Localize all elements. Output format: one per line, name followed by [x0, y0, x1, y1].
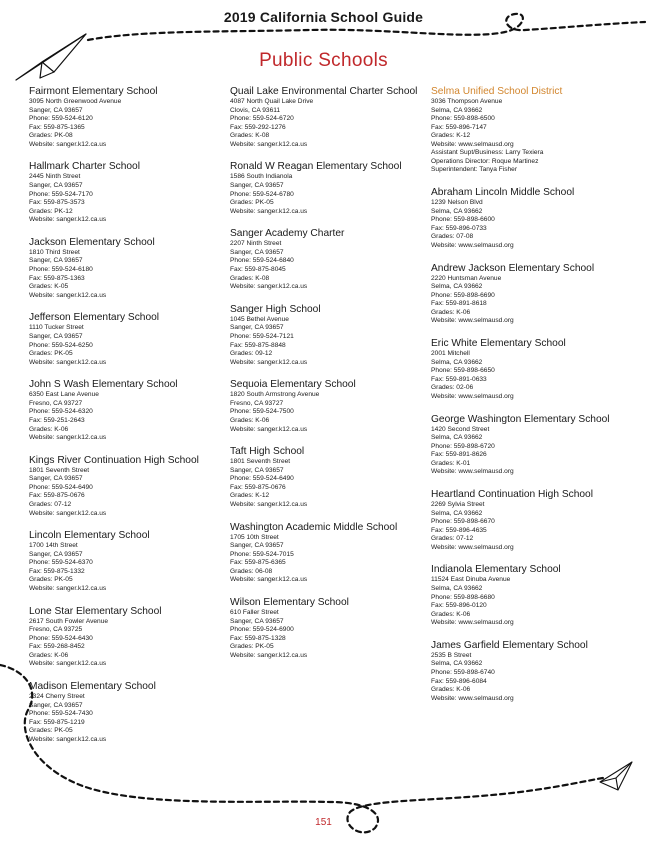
- school-detail-line: Fax: 559-896-4635: [431, 526, 487, 534]
- school-detail-line: Phone: 559-898-6690: [431, 291, 495, 299]
- school-detail-line: Sanger, CA 93657: [29, 332, 83, 340]
- school-detail-line: Fresno, CA 93727: [230, 399, 284, 407]
- school-detail-line: Phone: 559-524-6320: [29, 408, 93, 416]
- school-name: Washington Academic Middle School: [230, 521, 398, 533]
- section-title: Public Schools: [259, 50, 388, 71]
- school-detail-line: Phone: 559-524-6180: [29, 266, 93, 274]
- school-entry: [431, 489, 631, 552]
- school-detail-line: Fax: 559-875-3573: [29, 199, 85, 207]
- school-detail-line: Website: sanger.k12.ca.us: [230, 207, 308, 215]
- school-entry: [29, 455, 229, 518]
- school-entry: [431, 187, 631, 250]
- school-detail-line: Website: sanger.k12.ca.us: [29, 434, 107, 442]
- school-detail-line: Fax: 559-875-0676: [230, 483, 286, 491]
- school-detail-line: Website: sanger.k12.ca.us: [230, 425, 308, 433]
- school-detail-line: Sanger, CA 93657: [230, 324, 284, 332]
- school-detail-line: Phone: 559-524-6720: [230, 115, 294, 123]
- school-detail-line: Website: www.selmausd.org: [431, 468, 514, 476]
- school-name: Taft High School: [230, 446, 305, 458]
- school-detail-line: Sanger, CA 93657: [29, 106, 83, 114]
- school-entry: [29, 161, 229, 224]
- school-detail-line: Fax: 559-891-8618: [431, 300, 487, 308]
- school-detail-line: Grades: K-12: [230, 492, 270, 500]
- school-detail-line: 2535 B Street: [431, 651, 472, 659]
- school-detail-line: 11524 East Dinuba Avenue: [431, 576, 511, 584]
- school-detail-line: Grades: K-06: [431, 686, 471, 694]
- school-name: Quail Lake Environmental Charter School: [230, 86, 418, 97]
- school-entry: [230, 597, 430, 660]
- school-detail-line: Website: www.selmausd.org: [431, 619, 514, 627]
- school-detail-line: Fax: 559-875-6365: [230, 559, 286, 567]
- school-detail-line: Website: www.selmausd.org: [431, 543, 514, 551]
- school-detail-line: Phone: 559-524-6900: [230, 626, 294, 634]
- school-detail-line: Phone: 559-898-6600: [431, 216, 495, 224]
- school-detail-line: 1820 South Armstrong Avenue: [230, 391, 320, 399]
- school-detail-line: Fax: 559-896-0733: [431, 224, 487, 232]
- school-detail-line: Grades: 07-12: [431, 535, 474, 543]
- school-detail-line: Grades: K-08: [230, 274, 270, 282]
- school-entry: [431, 86, 631, 175]
- school-detail-line: 1801 Seventh Street: [29, 466, 90, 474]
- school-detail-line: Grades: PK-05: [29, 576, 73, 584]
- school-detail-line: Fax: 559-292-1276: [230, 123, 286, 131]
- school-detail-line: 1420 Second Street: [431, 425, 490, 433]
- school-detail-line: Grades: PK-05: [29, 727, 73, 735]
- school-detail-line: Website: sanger.k12.ca.us: [29, 291, 107, 299]
- school-detail-line: Website: sanger.k12.ca.us: [230, 283, 308, 291]
- school-detail-line: Sanger, CA 93657: [230, 182, 284, 190]
- school-name: Lone Star Elementary School: [29, 605, 162, 617]
- school-entry: [29, 606, 229, 669]
- school-detail-line: Website: www.selmausd.org: [431, 392, 514, 400]
- school-detail-line: Phone: 559-524-7170: [29, 190, 93, 198]
- school-detail-line: Fax: 559-875-1219: [29, 718, 85, 726]
- school-detail-line: Superintendent: Tanya Fisher: [431, 166, 518, 174]
- school-detail-line: 3095 North Greenwood Avenue: [29, 98, 122, 105]
- school-detail-line: Grades: K-06: [29, 651, 69, 659]
- school-entry: [431, 338, 631, 401]
- school-name: Indianola Elementary School: [431, 564, 561, 576]
- school-detail-line: Phone: 559-898-6720: [431, 442, 495, 450]
- school-name: Sanger Academy Charter: [230, 228, 345, 240]
- school-entry: [230, 446, 430, 509]
- school-entry: [230, 161, 430, 216]
- school-name: Madison Elementary School: [29, 681, 156, 693]
- school-detail-line: Fax: 559-875-1328: [230, 634, 286, 642]
- school-name: James Garfield Elementary School: [431, 639, 588, 651]
- school-detail-line: Grades: 02-06: [431, 384, 474, 392]
- school-detail-line: Phone: 559-524-6840: [230, 257, 294, 265]
- school-entry: [29, 379, 229, 442]
- school-detail-line: Sanger, CA 93657: [29, 701, 83, 709]
- school-detail-line: 2001 Mitchell: [431, 350, 470, 358]
- school-detail-line: Grades: K-01: [431, 459, 471, 467]
- school-detail-line: Phone: 559-524-6490: [29, 483, 93, 491]
- school-detail-line: Website: www.selmausd.org: [431, 694, 514, 702]
- school-detail-line: Fresno, CA 93725: [29, 626, 83, 634]
- school-detail-line: Phone: 559-898-6500: [431, 115, 495, 123]
- school-detail-line: Phone: 559-524-7121: [230, 332, 294, 340]
- school-entry: [29, 681, 229, 744]
- school-detail-line: Fax: 559-251-2643: [29, 416, 85, 424]
- school-detail-line: Sanger, CA 93657: [230, 542, 284, 550]
- school-detail-line: Grades: K-06: [431, 308, 471, 316]
- school-detail-line: Grades: PK-05: [230, 199, 274, 207]
- school-detail-line: Website: sanger.k12.ca.us: [29, 735, 107, 743]
- school-detail-line: Grades: K-06: [431, 610, 471, 618]
- school-column-2: [230, 86, 430, 673]
- school-detail-line: Grades: K-05: [29, 283, 69, 291]
- school-detail-line: Grades: PK-08: [29, 132, 73, 140]
- school-detail-line: 1700 14th Street: [29, 542, 78, 550]
- school-detail-line: Sanger, CA 93657: [29, 257, 83, 265]
- page-number: 151: [315, 817, 332, 828]
- school-detail-line: Fax: 559-896-7147: [431, 123, 487, 131]
- school-detail-line: 1705 10th Street: [230, 533, 279, 541]
- school-detail-line: Fax: 559-875-1332: [29, 567, 85, 575]
- school-detail-line: Fax: 559-896-6084: [431, 677, 487, 685]
- school-detail-line: 1586 South Indianola: [230, 173, 293, 181]
- school-entry: [230, 86, 430, 149]
- school-detail-line: Phone: 559-524-6430: [29, 634, 93, 642]
- school-detail-line: Fax: 559-875-8848: [230, 341, 286, 349]
- school-detail-line: 1239 Nelson Blvd: [431, 199, 483, 207]
- school-detail-line: Grades: PK-05: [29, 350, 73, 358]
- school-detail-line: Website: sanger.k12.ca.us: [230, 140, 308, 148]
- school-detail-line: 6350 East Lane Avenue: [29, 391, 99, 399]
- school-detail-line: Phone: 559-524-6490: [230, 475, 294, 483]
- school-detail-line: Fax: 559-875-1365: [29, 123, 85, 131]
- school-detail-line: Grades: 07-08: [431, 233, 474, 241]
- school-detail-line: 2269 Sylvia Street: [431, 500, 485, 508]
- school-detail-line: Website: www.selmausd.org: [431, 140, 514, 148]
- school-detail-line: 610 Faller Street: [230, 609, 279, 617]
- school-detail-line: Grades: PK-12: [29, 207, 73, 215]
- school-detail-line: Selma, CA 93662: [431, 434, 483, 442]
- paper-plane-icon: [600, 762, 632, 790]
- school-detail-line: 2445 Ninth Street: [29, 173, 81, 181]
- school-detail-line: Operations Director: Roque Martinez: [431, 157, 539, 165]
- school-detail-line: Grades: 07-12: [29, 500, 72, 508]
- school-detail-line: Grades: 06-08: [230, 567, 273, 575]
- school-name: Andrew Jackson Elementary School: [431, 262, 595, 274]
- school-name: Heartland Continuation High School: [431, 488, 593, 500]
- school-name: Sequoia Elementary School: [230, 379, 356, 391]
- school-detail-line: Phone: 559-524-6780: [230, 190, 294, 198]
- school-detail-line: 1110 Tucker Street: [29, 324, 84, 332]
- school-entry: [230, 379, 430, 434]
- school-detail-line: Sanger, CA 93657: [230, 466, 284, 474]
- school-detail-line: Website: sanger.k12.ca.us: [230, 358, 308, 366]
- school-name: Ronald W Reagan Elementary School: [230, 161, 402, 173]
- school-detail-line: Website: sanger.k12.ca.us: [29, 660, 107, 668]
- school-entry: [431, 564, 631, 627]
- school-detail-line: Website: www.selmausd.org: [431, 317, 514, 325]
- school-detail-line: 2324 Cherry Street: [29, 693, 85, 701]
- school-name: Fairmont Elementary School: [29, 86, 158, 97]
- school-detail-line: Website: sanger.k12.ca.us: [230, 651, 308, 659]
- school-detail-line: Selma, CA 93662: [431, 106, 483, 114]
- school-detail-line: Phone: 559-898-6680: [431, 593, 495, 601]
- school-detail-line: Fax: 559-896-0120: [431, 602, 487, 610]
- school-detail-line: Fax: 559-268-8452: [29, 643, 85, 651]
- school-name: Lincoln Elementary School: [29, 530, 150, 542]
- school-entry: [230, 522, 430, 585]
- school-detail-line: 2207 Ninth Street: [230, 240, 282, 248]
- school-detail-line: Sanger, CA 93657: [29, 475, 83, 483]
- school-detail-line: Sanger, CA 93657: [230, 248, 284, 256]
- school-detail-line: 2617 South Fowler Avenue: [29, 617, 109, 625]
- school-detail-line: Grades: 09-12: [230, 350, 273, 358]
- school-column-1: [29, 86, 229, 757]
- school-name: Wilson Elementary School: [230, 597, 349, 609]
- school-detail-line: Phone: 559-524-6120: [29, 115, 93, 123]
- school-entry: [29, 312, 229, 367]
- school-detail-line: Website: sanger.k12.ca.us: [29, 585, 107, 592]
- school-detail-line: Grades: K-06: [230, 416, 270, 424]
- school-detail-line: Phone: 559-898-6670: [431, 518, 495, 526]
- school-detail-line: Fax: 559-875-0676: [29, 492, 85, 500]
- school-name: Abraham Lincoln Middle School: [431, 187, 575, 199]
- school-detail-line: Sanger, CA 93657: [230, 617, 284, 625]
- school-name: George Washington Elementary School: [431, 413, 610, 425]
- school-name: Sanger High School: [230, 303, 321, 315]
- school-detail-line: Grades: PK-05: [230, 643, 274, 651]
- school-detail-line: Phone: 559-898-6650: [431, 367, 495, 375]
- school-detail-line: Fax: 559-891-8626: [431, 451, 487, 459]
- school-detail-line: Fax: 559-891-0633: [431, 375, 487, 383]
- school-detail-line: 4087 North Quail Lake Drive: [230, 98, 314, 105]
- school-entry: [29, 237, 229, 300]
- school-detail-line: Phone: 559-524-7500: [230, 408, 294, 416]
- school-detail-line: Selma, CA 93662: [431, 207, 483, 215]
- school-detail-line: Grades: K-06: [29, 425, 69, 433]
- school-detail-line: Phone: 559-524-6250: [29, 341, 93, 349]
- school-name: Hallmark Charter School: [29, 161, 140, 173]
- school-detail-line: Grades: K-12: [431, 132, 471, 140]
- school-detail-line: 3036 Thompson Avenue: [431, 98, 503, 105]
- school-detail-line: Selma, CA 93662: [431, 358, 483, 366]
- school-detail-line: Website: sanger.k12.ca.us: [230, 500, 308, 508]
- school-detail-line: Selma, CA 93662: [431, 660, 483, 668]
- school-detail-line: Phone: 559-898-6740: [431, 669, 495, 677]
- school-detail-line: Website: sanger.k12.ca.us: [29, 358, 107, 366]
- guide-title: 2019 California School Guide: [223, 9, 424, 25]
- school-detail-line: Grades: K-08: [230, 132, 270, 140]
- school-detail-line: Fax: 559-875-8045: [230, 266, 286, 274]
- school-detail-line: Selma, CA 93662: [431, 283, 483, 291]
- school-detail-line: Fax: 559-875-1363: [29, 274, 85, 282]
- school-name: Jefferson Elementary School: [29, 312, 160, 324]
- school-detail-line: Website: sanger.k12.ca.us: [29, 509, 107, 517]
- school-entry: [230, 228, 430, 291]
- school-name: Kings River Continuation High School: [29, 454, 199, 466]
- school-detail-line: Website: sanger.k12.ca.us: [230, 576, 308, 584]
- school-detail-line: Selma, CA 93662: [431, 585, 483, 592]
- school-detail-line: 1801 Seventh Street: [230, 458, 291, 466]
- school-detail-line: Sanger, CA 93657: [29, 550, 83, 558]
- school-detail-line: Clovis, CA 93611: [230, 106, 281, 114]
- school-entry: [29, 86, 229, 149]
- school-entry: [431, 640, 631, 703]
- district-name: Selma Unified School District: [431, 86, 563, 97]
- school-detail-line: Selma, CA 93662: [431, 509, 483, 517]
- school-detail-line: Phone: 559-524-7015: [230, 550, 294, 558]
- school-detail-line: Website: sanger.k12.ca.us: [29, 216, 107, 224]
- school-name: Eric White Elementary School: [431, 338, 566, 350]
- school-detail-line: Assistant Supt/Business: Larry Texiera: [431, 149, 544, 157]
- school-name: John S Wash Elementary School: [29, 379, 178, 391]
- school-entry: [230, 304, 430, 367]
- school-detail-line: 1045 Bethel Avenue: [230, 315, 289, 323]
- school-entry: [431, 263, 631, 326]
- school-detail-line: Fresno, CA 93727: [29, 399, 83, 407]
- school-entry: [431, 414, 631, 477]
- school-detail-line: Phone: 559-524-6370: [29, 559, 93, 567]
- school-detail-line: 1810 Third Street: [29, 248, 80, 256]
- school-entry: [29, 530, 229, 593]
- school-name: Jackson Elementary School: [29, 236, 155, 248]
- school-detail-line: 2220 Huntsman Avenue: [431, 274, 502, 282]
- school-detail-line: Sanger, CA 93657: [29, 182, 83, 190]
- school-detail-line: Phone: 559-524-7430: [29, 710, 93, 718]
- school-detail-line: Website: www.selmausd.org: [431, 241, 514, 249]
- school-detail-line: Website: sanger.k12.ca.us: [29, 140, 107, 148]
- school-column-3: [431, 86, 631, 715]
